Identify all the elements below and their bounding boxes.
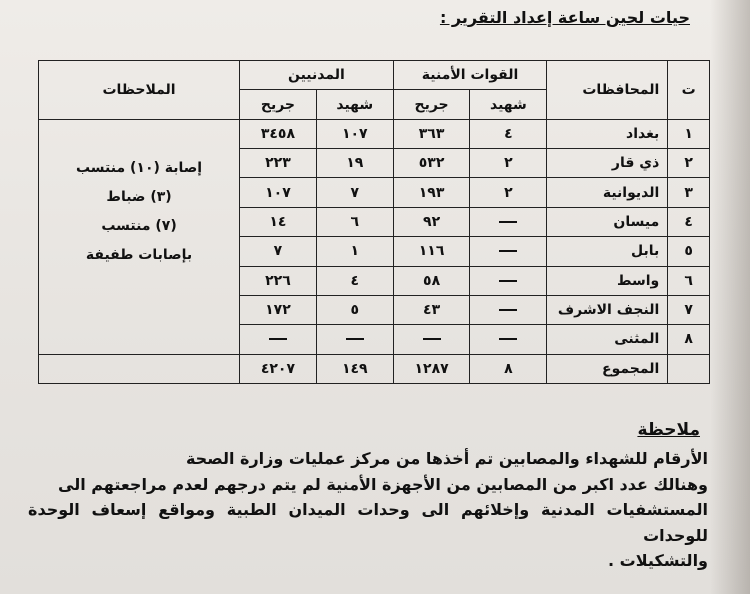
row-province: الديوانية <box>547 178 668 207</box>
row-index: ١ <box>668 119 710 148</box>
row-index: ٣ <box>668 178 710 207</box>
page-edge-shadow <box>710 0 750 594</box>
empty-dash <box>499 221 517 223</box>
empty-dash <box>499 250 517 252</box>
empty-dash <box>269 338 287 340</box>
row-province: واسط <box>547 266 668 295</box>
row-civilian-injured: ١٠٧ <box>240 178 317 207</box>
total-label: المجموع <box>547 354 668 383</box>
row-security-injured <box>393 325 470 354</box>
row-security-martyr <box>470 266 547 295</box>
subheader-civilian-injured: جريح <box>240 90 317 119</box>
row-security-injured: ٥٨ <box>393 266 470 295</box>
table-total-row <box>39 354 710 383</box>
empty-dash <box>499 338 517 340</box>
note-line: المستشفيات المدنية وإخلائهم الى وحدات الميدان الطبية ومواقع إسعاف الوحدة للوحدات <box>28 500 708 545</box>
note-entry: (٣) ضباط <box>106 188 172 205</box>
report-header: حيات لحين ساعة إعداد التقرير : <box>439 8 690 27</box>
row-civilian-injured: ٣٤٥٨ <box>240 119 317 148</box>
empty-dash <box>499 309 517 311</box>
empty-dash <box>423 338 441 340</box>
header-civilians: المدنيين <box>240 61 394 90</box>
total-index <box>668 354 710 383</box>
empty-dash <box>499 280 517 282</box>
header-notes: الملاحظات <box>39 61 240 120</box>
row-province: المثنى <box>547 325 668 354</box>
header-security-forces: القوات الأمنية <box>393 61 547 90</box>
row-province: ميسان <box>547 207 668 236</box>
row-security-martyr <box>470 325 547 354</box>
row-civilian-martyr: ٥ <box>316 295 393 324</box>
row-security-injured: ١١٦ <box>393 237 470 266</box>
row-civilian-injured: ٢٢٣ <box>240 149 317 178</box>
row-security-martyr <box>470 237 547 266</box>
note-entry: بإصابات طفيفة <box>85 246 193 263</box>
subheader-civilian-martyr: شهيد <box>316 90 393 119</box>
total-security-injured: ١٢٨٧ <box>393 354 470 383</box>
row-security-injured: ٤٣ <box>393 295 470 324</box>
casualties-table <box>38 60 710 384</box>
row-province: بغداد <box>547 119 668 148</box>
total-notes <box>39 354 240 383</box>
empty-dash <box>346 338 364 340</box>
row-security-injured: ٣٦٣ <box>393 119 470 148</box>
row-index: ٥ <box>668 237 710 266</box>
row-civilian-martyr: ١ <box>316 237 393 266</box>
row-index: ٤ <box>668 207 710 236</box>
row-civilian-martyr: ١٠٧ <box>316 119 393 148</box>
note-title: ملاحظة <box>637 420 700 440</box>
row-province: بابل <box>547 237 668 266</box>
row-security-martyr <box>470 295 547 324</box>
note-entry: (٧) منتسب <box>101 217 177 234</box>
row-index: ٦ <box>668 266 710 295</box>
row-index: ٨ <box>668 325 710 354</box>
note-line: الأرقام للشهداء والمصابين تم أخذها من مركز عمليات وزارة الصحة <box>185 449 708 468</box>
subheader-security-injured: جريح <box>393 90 470 119</box>
row-province: النجف الاشرف <box>547 295 668 324</box>
table-header-row <box>39 61 710 90</box>
total-civilian-martyr: ١٤٩ <box>316 354 393 383</box>
row-security-martyr: ٢ <box>470 149 547 178</box>
row-province: ذي قار <box>547 149 668 178</box>
row-civilian-martyr <box>316 325 393 354</box>
row-civilian-injured <box>240 325 317 354</box>
row-security-injured: ١٩٣ <box>393 178 470 207</box>
notes-cell <box>39 119 240 354</box>
row-security-martyr: ٢ <box>470 178 547 207</box>
row-civilian-martyr: ١٩ <box>316 149 393 178</box>
row-security-injured: ٥٣٢ <box>393 149 470 178</box>
total-security-martyr: ٨ <box>470 354 547 383</box>
row-civilian-injured: ٢٢٦ <box>240 266 317 295</box>
header-province: المحافظات <box>547 61 668 120</box>
header-index: ت <box>668 61 710 120</box>
note-line: وهنالك عدد اكبر من المصابين من الأجهزة الأمنية لم يتم درجهم لعدم مراجعتهم الى <box>58 474 708 494</box>
row-security-martyr <box>470 207 547 236</box>
row-security-injured: ٩٢ <box>393 207 470 236</box>
row-index: ٧ <box>668 295 710 324</box>
row-civilian-injured: ٧ <box>240 237 317 266</box>
row-civilian-injured: ١٧٢ <box>240 295 317 324</box>
row-civilian-martyr: ٦ <box>316 207 393 236</box>
row-civilian-injured: ١٤ <box>240 207 317 236</box>
row-civilian-martyr: ٤ <box>316 266 393 295</box>
table-row <box>39 119 710 148</box>
note-entry: إصابة (١٠) منتسب <box>75 159 203 176</box>
note-body <box>28 446 708 574</box>
note-line: والتشكيلات . <box>608 551 708 570</box>
subheader-security-martyr: شهيد <box>470 90 547 119</box>
row-security-martyr: ٤ <box>470 119 547 148</box>
total-civilian-injured: ٤٢٠٧ <box>240 354 317 383</box>
row-civilian-martyr: ٧ <box>316 178 393 207</box>
row-index: ٢ <box>668 149 710 178</box>
